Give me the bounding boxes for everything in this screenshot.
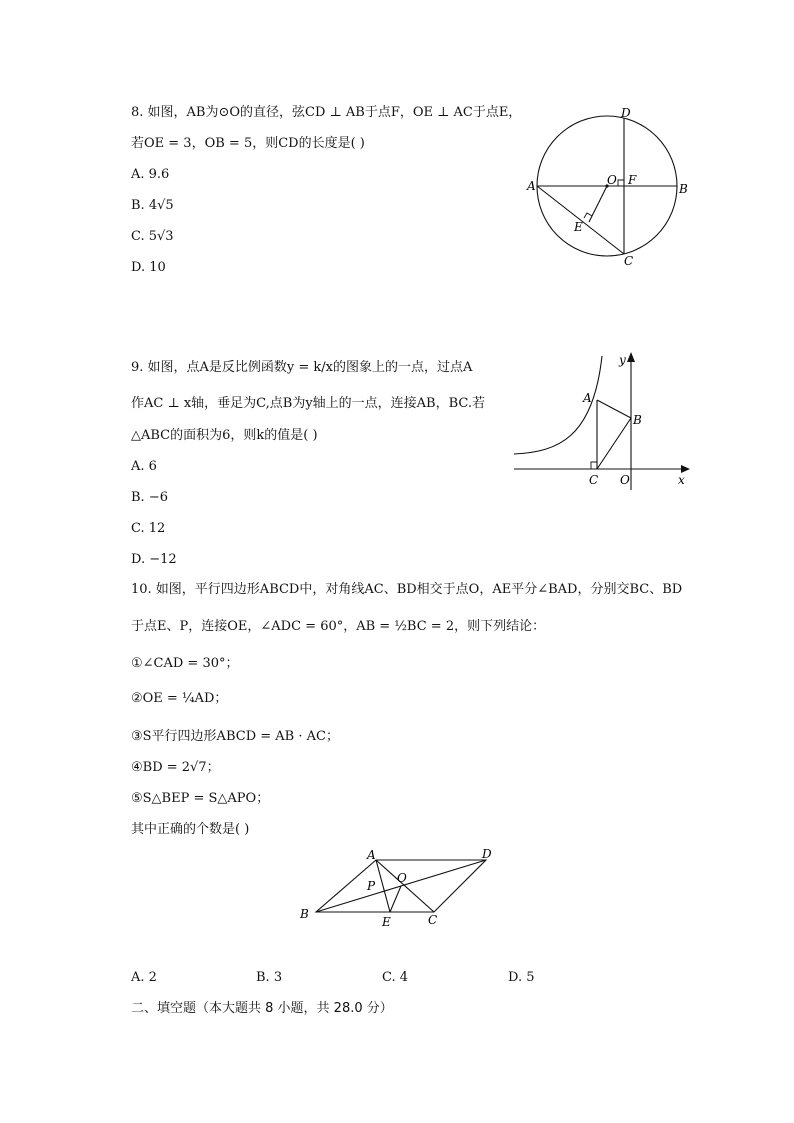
y-axis-arrow xyxy=(627,352,635,362)
q10-question: 其中正确的个数是( ) xyxy=(131,822,250,837)
label-c: C xyxy=(428,913,438,927)
hyperbola-curve xyxy=(514,356,602,454)
q10-option-d: D. 5 xyxy=(508,970,535,985)
q10-option-b: B. 3 xyxy=(256,970,283,985)
segment-ab xyxy=(597,400,631,418)
q10-item-4: ④BD = 2√7； xyxy=(131,760,220,775)
label-d: D xyxy=(621,106,631,120)
q8-circle-figure xyxy=(520,100,700,272)
q8-option-a: A. 9.6 xyxy=(131,167,170,182)
label-d: D xyxy=(482,847,492,861)
q9-option-b: B. −6 xyxy=(131,490,168,505)
label-o: O xyxy=(397,871,407,885)
q8-stem-line1: 8. 如图，AB为⊙O的直径，弦CD ⊥ AB于点F，OE ⊥ AC于点E， xyxy=(131,105,522,120)
q10-item-2: ②OE = ¼AD； xyxy=(131,691,228,706)
x-axis-arrow xyxy=(681,465,690,473)
q8-option-b: B. 4√5 xyxy=(131,198,174,213)
q8-option-c: C. 5√3 xyxy=(131,229,174,244)
q9-hyperbola-figure xyxy=(498,348,698,490)
diagonal-ac xyxy=(376,860,434,912)
q10-parallelogram-figure xyxy=(294,842,504,932)
segment-bc xyxy=(597,418,631,469)
label-a: A xyxy=(583,391,592,405)
label-c: C xyxy=(589,473,599,487)
label-x: x xyxy=(678,473,685,487)
right-angle-f xyxy=(618,180,624,186)
right-angle-c xyxy=(591,462,597,469)
label-c: C xyxy=(624,254,634,268)
label-a: A xyxy=(527,179,536,193)
q10-item-5: ⑤S△BEP = S△APO； xyxy=(131,791,270,806)
q9-stem-line3: △ABC的面积为6，则k的值是( ) xyxy=(131,428,318,443)
q8-stem-line2: 若OE = 3，OB = 5，则CD的长度是( ) xyxy=(131,136,365,151)
q10-option-a: A. 2 xyxy=(131,970,157,985)
label-y: y xyxy=(619,353,626,367)
q9-option-a: A. 6 xyxy=(131,459,157,474)
section-2-title: 二、填空题（本大题共 8 小题，共 28.0 分） xyxy=(131,1001,393,1016)
segment-oe xyxy=(589,186,607,222)
segment-oe xyxy=(390,886,401,912)
segment-ae xyxy=(376,860,390,912)
label-b: B xyxy=(633,413,642,427)
q10-item-1: ①∠CAD = 30°； xyxy=(131,656,239,671)
label-b: B xyxy=(300,907,309,921)
q9-stem-line1: 9. 如图，点A是反比例函数y = k/x的图象上的一点，过点A xyxy=(131,360,473,375)
q10-stem-line1: 10. 如图，平行四边形ABCD中，对角线AC、BD相交于点O，AE平分∠BAD，分别交BC、BD xyxy=(131,582,683,597)
q9-stem-line2: 作AC ⊥ x轴，垂足为C,点B为y轴上的一点，连接AB，BC.若 xyxy=(131,396,486,411)
label-f: F xyxy=(628,173,637,187)
q9-option-d: D. −12 xyxy=(131,552,177,567)
q10-stem-line2: 于点E、P，连接OE，∠ADC = 60°，AB = ½BC = 2，则下列结论： xyxy=(131,619,546,634)
label-o: O xyxy=(620,473,630,487)
q9-option-c: C. 12 xyxy=(131,521,166,536)
q8-option-d: D. 10 xyxy=(131,260,166,275)
label-e: E xyxy=(382,915,391,929)
label-p: P xyxy=(367,879,376,893)
label-a: A xyxy=(367,848,376,862)
label-e: E xyxy=(574,220,583,234)
q10-item-3: ③S平行四边形ABCD = AB · AC； xyxy=(131,729,339,744)
q10-option-c: C. 4 xyxy=(382,970,409,985)
label-o: O xyxy=(607,173,617,187)
label-b: B xyxy=(679,182,688,196)
